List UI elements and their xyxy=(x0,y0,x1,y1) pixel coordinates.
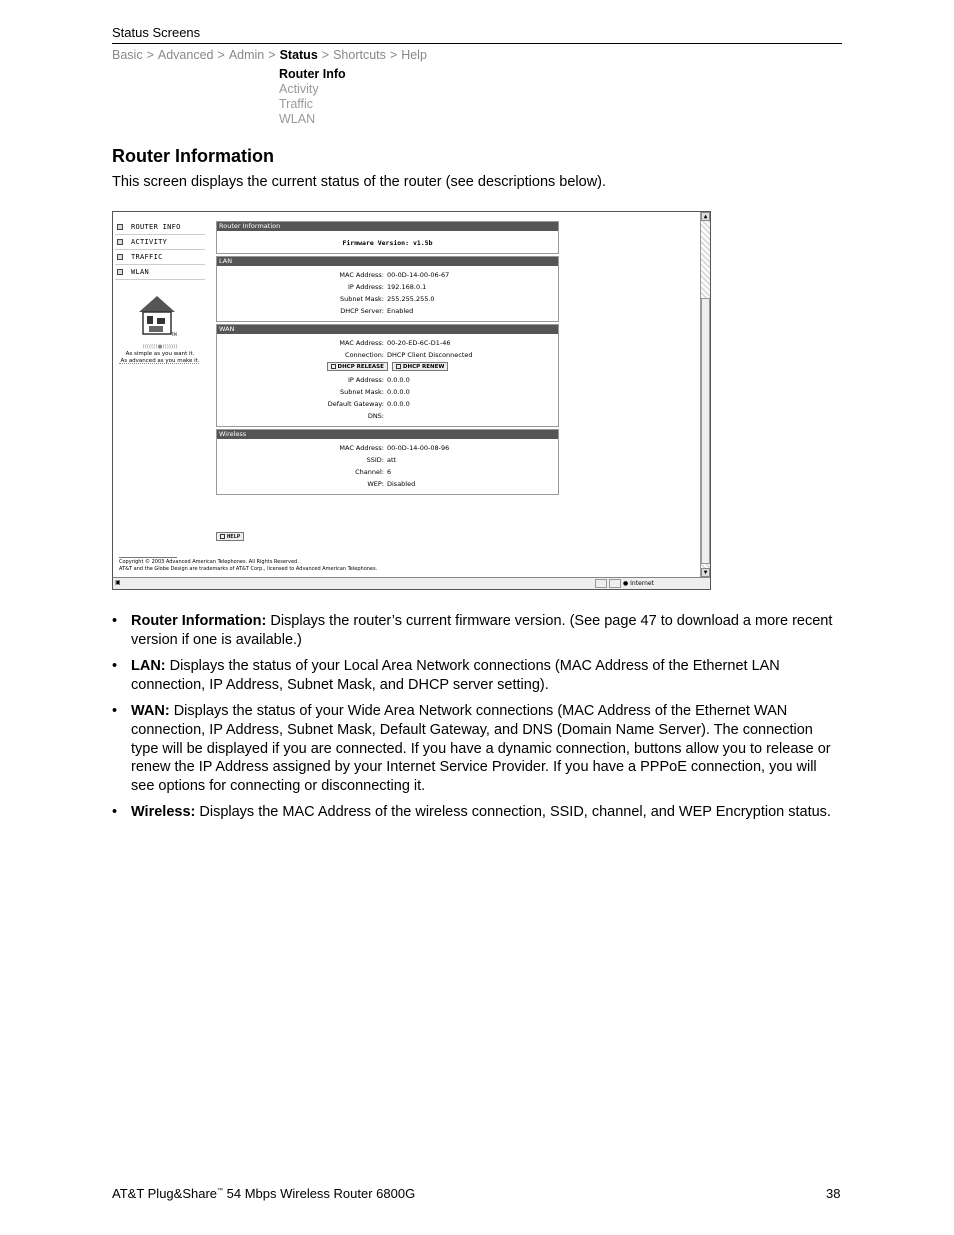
dhcp-renew-button[interactable]: DHCP RENEW xyxy=(392,362,449,371)
status-value: 192.168.0.1 xyxy=(387,283,427,291)
help-button[interactable]: HELP xyxy=(216,532,244,541)
status-value: 0.0.0.0 xyxy=(387,400,410,408)
panel-heading: LAN xyxy=(217,257,558,266)
list-item xyxy=(112,657,842,694)
bullet-icon: • xyxy=(112,658,118,675)
list-term: Wireless: xyxy=(131,804,196,821)
list-term: LAN: xyxy=(131,658,166,675)
status-label: MAC Address: xyxy=(339,444,384,452)
status-label: SSID: xyxy=(366,456,384,464)
list-text: Displays the MAC Address of the wireless connection, SSID, channel, and WEP Encryption status. xyxy=(195,804,831,821)
breadcrumb-item[interactable]: Shortcuts xyxy=(333,48,386,62)
screenshot-nav xyxy=(115,220,205,280)
status-row xyxy=(217,466,558,478)
button-icon xyxy=(220,534,225,539)
scroll-down-icon[interactable]: ▼ xyxy=(701,568,710,577)
status-row xyxy=(217,386,558,398)
status-label: MAC Address: xyxy=(339,271,384,279)
status-value: 6 xyxy=(387,468,392,476)
panel-heading: WAN xyxy=(217,325,558,334)
nav-bullet-icon xyxy=(117,269,123,275)
breadcrumb-item[interactable]: Status xyxy=(279,48,318,62)
svg-text:TM: TM xyxy=(171,332,177,337)
wan-rows xyxy=(217,374,558,422)
button-icon xyxy=(331,364,336,369)
status-label: WEP: xyxy=(367,480,384,488)
status-value: 0.0.0.0 xyxy=(387,388,410,396)
status-label: MAC Address: xyxy=(339,339,384,347)
scroll-thumb[interactable] xyxy=(701,298,710,564)
subnav-item[interactable]: Traffic xyxy=(279,97,314,111)
wan-rows xyxy=(217,337,558,361)
dhcp-buttons xyxy=(217,362,558,371)
bullet-icon: • xyxy=(112,804,118,821)
list-term: WAN: xyxy=(131,703,170,720)
status-value: Enabled xyxy=(387,307,414,315)
header-rule xyxy=(112,43,842,44)
lan-rows xyxy=(217,266,558,321)
breadcrumb-separator: > xyxy=(321,48,330,62)
description-list xyxy=(112,612,842,830)
status-label: DNS: xyxy=(367,412,384,420)
breadcrumb-separator: > xyxy=(389,48,398,62)
breadcrumb-separator: > xyxy=(217,48,225,62)
status-row xyxy=(217,442,558,454)
panel-heading: Router Information xyxy=(217,222,558,231)
status-panels xyxy=(216,221,559,497)
subnav-item[interactable]: Router Info xyxy=(279,67,346,81)
status-label: IP Address: xyxy=(348,283,384,291)
status-label: Subnet Mask: xyxy=(339,388,384,396)
browser-status-bar xyxy=(113,577,710,589)
status-value: DHCP Client Disconnected xyxy=(387,351,473,359)
nav-bullet-icon xyxy=(117,254,123,260)
status-row xyxy=(217,374,558,386)
nav-bullet-icon xyxy=(117,239,123,245)
nav-item-activity[interactable]: ACTIVITY xyxy=(115,235,205,250)
status-label: DHCP Server: xyxy=(340,307,384,315)
router-screenshot xyxy=(112,211,711,590)
nav-item-router-info[interactable]: ROUTER INFO xyxy=(115,220,205,235)
status-value: att xyxy=(387,456,397,464)
status-row xyxy=(217,478,558,490)
status-row xyxy=(217,269,558,281)
status-value xyxy=(387,410,558,422)
status-row xyxy=(217,410,558,422)
tagline: (((((((●))))))) As simple as you want it. As advanced as you make it. xyxy=(120,344,200,364)
router-info-panel xyxy=(216,221,559,254)
status-row xyxy=(217,293,558,305)
nav-item-traffic[interactable]: TRAFFIC xyxy=(115,250,205,265)
status-label: Subnet Mask: xyxy=(339,295,384,303)
breadcrumb xyxy=(112,48,427,62)
status-value: 00-20-ED-6C-D1-46 xyxy=(387,339,451,347)
section-title: Router Information xyxy=(112,146,274,166)
status-value: 255.255.255.0 xyxy=(387,295,435,303)
list-text: Displays the status of your Local Area Network connections (MAC Address of the Ethernet LAN connection, IP Address, Subnet Mask, and DHCP server setting). xyxy=(131,658,780,693)
status-row xyxy=(217,349,558,361)
bullet-icon: • xyxy=(112,703,118,720)
wireless-rows xyxy=(217,439,558,494)
lan-panel xyxy=(216,256,559,322)
page-number: 38 xyxy=(826,1186,841,1201)
panel-heading: Wireless xyxy=(217,430,558,439)
page-icon: ▣ xyxy=(115,579,121,586)
status-row xyxy=(217,305,558,317)
subnav-item[interactable]: Activity xyxy=(279,82,319,96)
intro-text: This screen displays the current status of the router (see descriptions below). xyxy=(112,174,607,190)
vertical-scrollbar[interactable] xyxy=(700,212,710,577)
subnav-item[interactable]: WLAN xyxy=(279,112,316,126)
status-row xyxy=(217,337,558,349)
list-item xyxy=(112,803,842,822)
nav-item-wlan[interactable]: WLAN xyxy=(115,265,205,280)
list-text: Displays the router’s current firmware version. (See page 47 to download a more recent version if one is available.) xyxy=(131,613,833,648)
dhcp-release-button[interactable]: DHCP RELEASE xyxy=(327,362,388,371)
status-row xyxy=(217,454,558,466)
status-value: Disabled xyxy=(387,480,416,488)
nav-divider xyxy=(119,363,199,364)
wan-panel xyxy=(216,324,559,427)
nav-bullet-icon xyxy=(117,224,123,230)
breadcrumb-separator: > xyxy=(268,48,276,62)
house-logo-icon xyxy=(137,294,177,342)
breadcrumb-item[interactable]: Advanced xyxy=(157,48,214,62)
wireless-panel xyxy=(216,429,559,495)
bullet-icon: • xyxy=(112,613,118,629)
breadcrumb-separator: > xyxy=(146,48,154,62)
status-value: 00-0D-14-00-08-96 xyxy=(387,444,450,452)
list-text: Displays the status of your Wide Area Network connections (MAC Address of the Ethernet WAN connection, IP Address, Subnet Mask, Default Gateway, and DNS (Domain Name Server). The connection type will be displayed if you are connected. If you have a dynamic connection, buttons allow you to release or renew the IP Address assigned by your Internet Service Provider. If you have a PPPoE connection, you will see options for connecting or disconnecting it. xyxy=(131,703,831,794)
scroll-up-icon[interactable]: ▲ xyxy=(701,212,710,221)
status-row xyxy=(217,281,558,293)
breadcrumb-item[interactable]: Admin xyxy=(228,48,265,62)
button-icon xyxy=(396,364,401,369)
firmware-version: Firmware Version: v1.5b xyxy=(342,239,433,247)
status-value: 0.0.0.0 xyxy=(387,376,410,384)
status-label: Default Gateway: xyxy=(327,400,384,408)
breadcrumb-item[interactable]: Basic xyxy=(112,48,143,62)
running-header: Status Screens xyxy=(112,25,201,40)
subnav xyxy=(279,67,346,127)
status-label: IP Address: xyxy=(348,376,384,384)
footer-product: AT&T Plug&Share™ 54 Mbps Wireless Router 6800G xyxy=(112,1186,416,1201)
status-label: Connection: xyxy=(345,351,384,359)
status-row xyxy=(217,398,558,410)
status-label: Channel: xyxy=(355,468,384,476)
list-item xyxy=(112,702,842,795)
copyright: Copyright © 2003 Advanced American Telephones. All Rights Reserved. AT&T and the Globe Design are trademarks of AT&T Corp., licensed to Advanced American Telephones. xyxy=(119,559,378,572)
list-item xyxy=(112,612,842,649)
list-term: Router Information: xyxy=(131,613,267,629)
breadcrumb-item[interactable]: Help xyxy=(401,48,427,62)
status-zone: ● Internet xyxy=(623,580,654,587)
status-value: 00-0D-14-00-06-67 xyxy=(387,271,450,279)
